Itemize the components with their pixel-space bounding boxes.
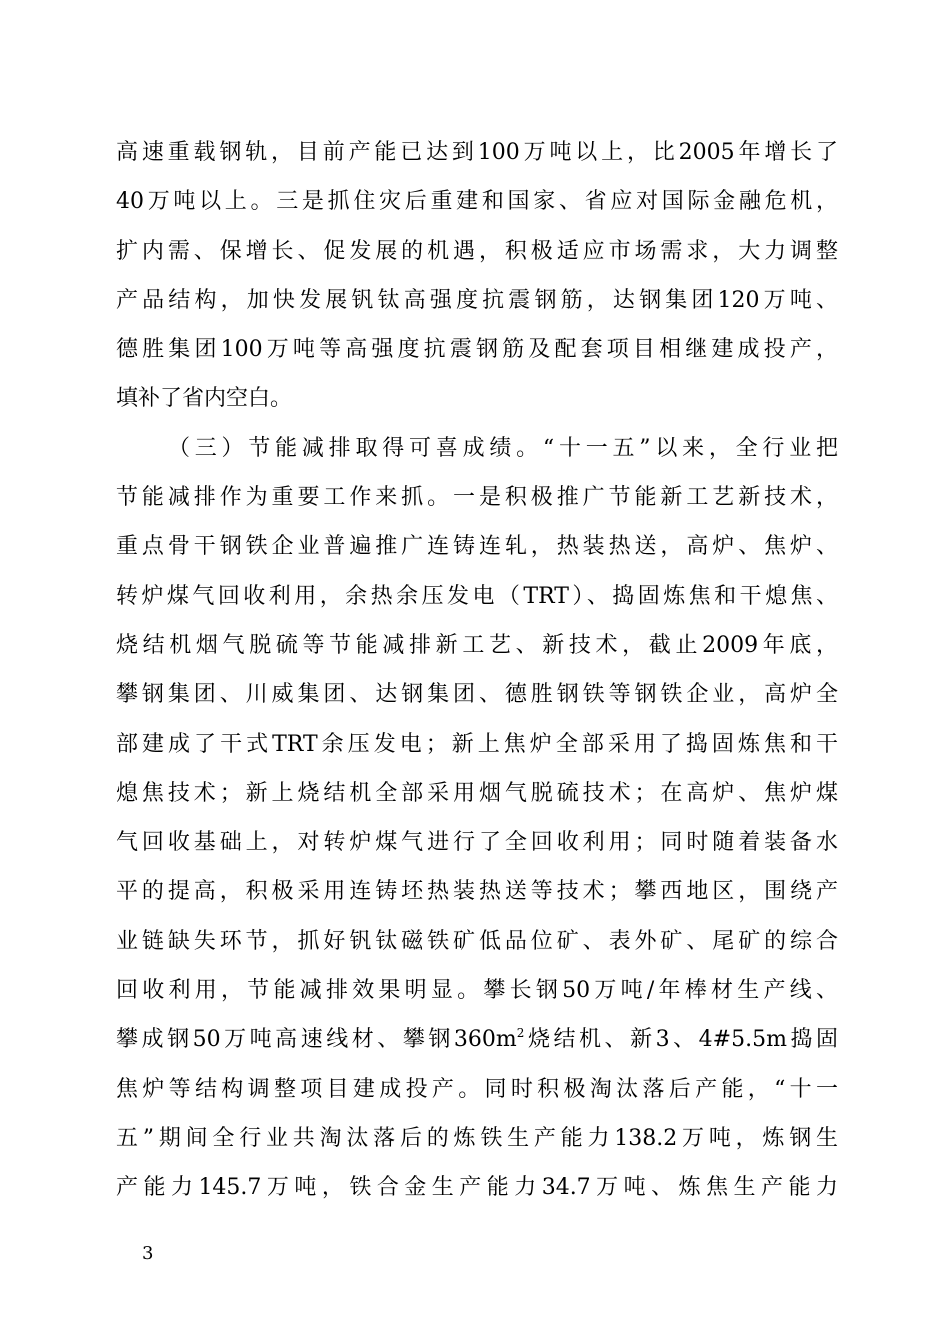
text-line: 德胜集团100万吨等高强度抗震钢筋及配套项目相继建成投产， [116,337,838,363]
text-segment: 烧结机、新3、4#5.5m捣固 [524,1027,838,1053]
body-text [116,128,838,1213]
text-line: 气回收基础上，对转炉煤气进行了全回收利用；同时随着装备水 [116,830,838,856]
text-line: 平的提高，积极采用连铸坯热装热送等技术；攀西地区，围绕产 [116,879,838,905]
text-line: 重点骨干钢铁企业普遍推广连铸连轧，热装热送，高炉、焦炉、 [116,534,838,560]
text-line: 节能减排作为重要工作来抓。一是积极推广节能新工艺新技术， [116,485,838,511]
text-line: 部建成了干式TRT余压发电；新上焦炉全部采用了捣固炼焦和干 [116,731,838,757]
text-line: 回收利用，节能减排效果明显。攀长钢50万吨/年棒材生产线、 [116,978,838,1004]
text-line: 填补了省内空白。 [116,386,293,412]
section-heading-line: （三）节能减排取得可喜成绩。“十一五”以来，全行业把 [168,435,838,461]
text-segment: 攀成钢50万吨高速线材、攀钢360m [116,1027,517,1053]
text-line: 焦炉等结构调整项目建成投产。同时积极淘汰落后产能，“十一 [116,1076,838,1102]
page-number: 3 [142,1243,154,1264]
text-line: 攀钢集团、川威集团、达钢集团、德胜钢铁等钢铁企业，高炉全 [116,682,838,708]
text-line: 40万吨以上。三是抓住灾后重建和国家、省应对国际金融危机， [116,189,838,215]
text-line: 产能力145.7万吨，铁合金生产能力34.7万吨、炼焦生产能力 [116,1175,838,1201]
text-line: 转炉煤气回收利用，余热余压发电（TRT）、捣固炼焦和干熄焦、 [116,583,838,609]
superscript: 2 [516,1026,525,1041]
text-line: 烧结机烟气脱硫等节能减排新工艺、新技术，截止2009年底， [116,632,838,658]
text-line: 熄焦技术；新上烧结机全部采用烟气脱硫技术；在高炉、焦炉煤 [116,780,838,806]
text-line: 五”期间全行业共淘汰落后的炼铁生产能力138.2万吨，炼钢生 [116,1125,838,1151]
text-line: 扩内需、保增长、促发展的机遇，积极适应市场需求，大力调整 [116,238,838,264]
text-line [116,1015,838,1064]
text-line: 高速重载钢轨，目前产能已达到100万吨以上，比2005年增长了 [116,140,838,165]
text-line: 业链缺失环节，抓好钒钛磁铁矿低品位矿、表外矿、尾矿的综合 [116,928,838,954]
text-line: 产品结构，加快发展钒钛高强度抗震钢筋，达钢集团120万吨、 [116,287,838,313]
